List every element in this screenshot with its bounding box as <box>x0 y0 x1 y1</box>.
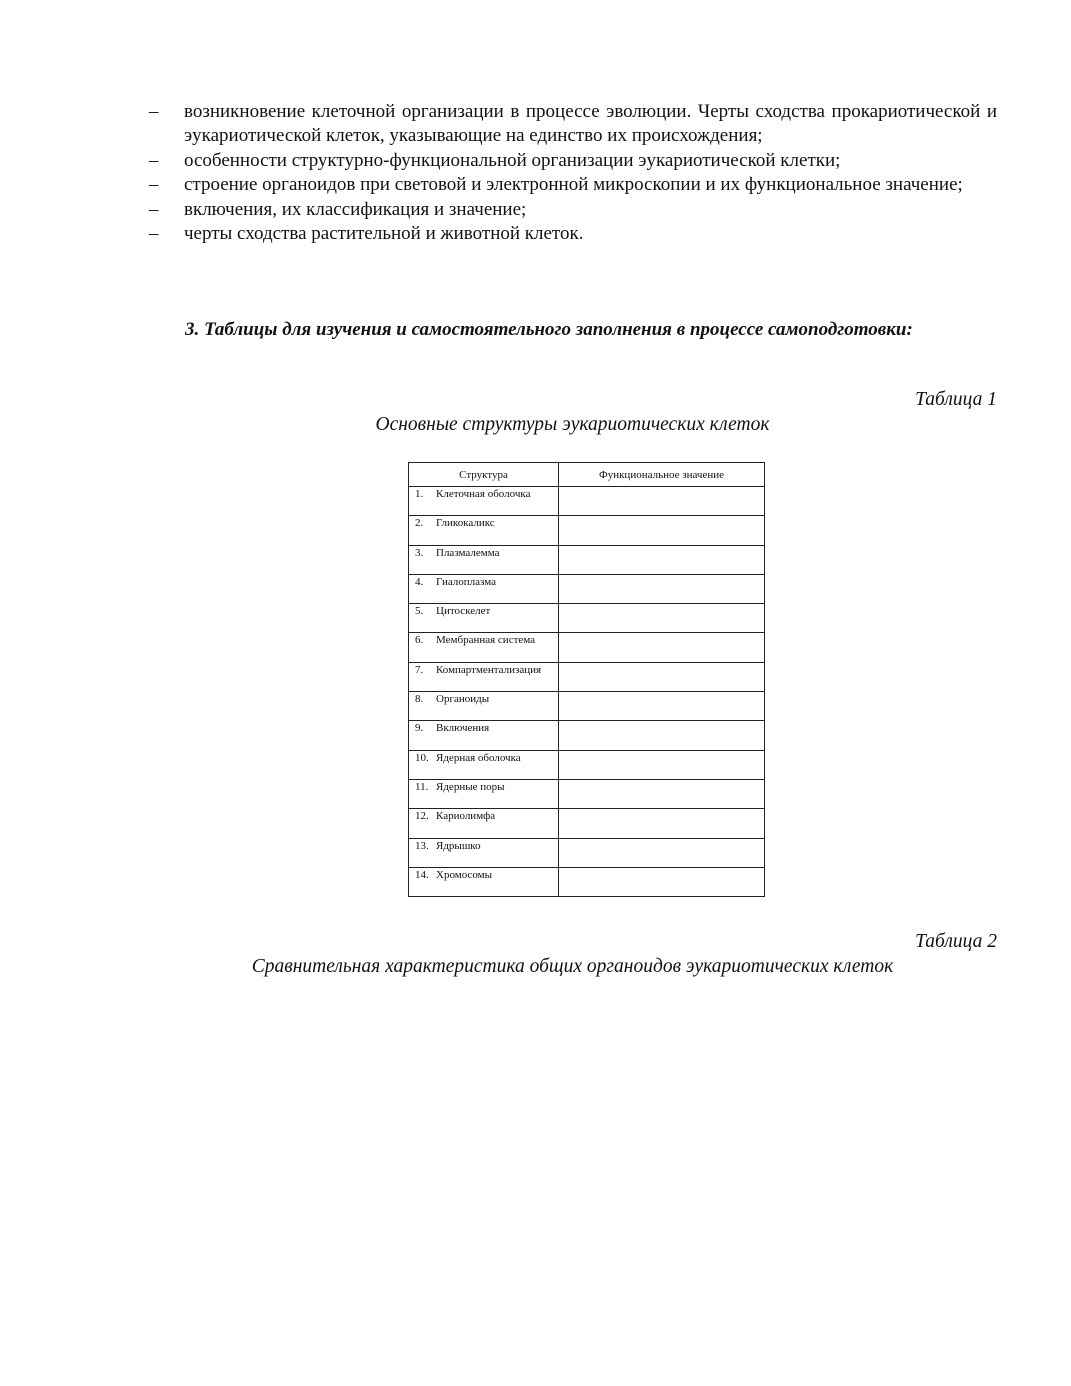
table-row <box>409 721 765 750</box>
function-cell[interactable] <box>559 487 765 516</box>
bullet-dash: – <box>149 149 159 171</box>
row-number: 7. <box>415 663 424 676</box>
structure-cell <box>409 633 559 662</box>
list-item-text: черты сходства растительной и животной клеток. <box>184 223 584 245</box>
row-number: 8. <box>415 693 424 706</box>
bullet-dash: – <box>149 101 159 122</box>
structure-name: Плазмалемма <box>436 546 500 559</box>
row-number: 2. <box>415 517 424 530</box>
function-cell[interactable] <box>559 662 765 691</box>
structure-name: Органоиды <box>436 693 490 706</box>
row-number: 9. <box>415 722 424 735</box>
function-cell[interactable] <box>559 604 765 633</box>
function-cell[interactable] <box>559 721 765 750</box>
function-cell[interactable] <box>559 750 765 779</box>
column-header-structure: Структура <box>409 463 559 487</box>
table1-label: Таблица 1 <box>915 389 997 410</box>
structure-cell <box>409 604 559 633</box>
column-header-function: Функциональное значение <box>559 463 765 487</box>
table-row <box>409 662 765 691</box>
list-item-text: возникновение клеточной организации в процессе эволюции. Черты сходства прокариотической и эукариотической клеток, указывающие на единство их происхождения; <box>184 101 997 147</box>
row-number: 11. <box>415 780 429 793</box>
function-cell[interactable] <box>559 516 765 545</box>
row-number: 6. <box>415 634 424 647</box>
topic-list <box>149 100 997 246</box>
list-item <box>149 222 997 246</box>
structure-cell <box>409 662 559 691</box>
structure-cell <box>409 809 559 838</box>
row-number: 12. <box>415 810 429 823</box>
list-item <box>149 198 997 222</box>
structure-name: Клеточная оболочка <box>436 488 531 500</box>
structure-name: Включения <box>436 722 490 735</box>
function-cell[interactable] <box>559 692 765 721</box>
table-row <box>409 779 765 808</box>
row-number: 3. <box>415 546 424 559</box>
table-row <box>409 487 765 516</box>
structure-name: Мембранная система <box>436 634 536 647</box>
list-item-text: строение органоидов при световой и электронной микроскопии и их функциональное значение; <box>184 174 963 196</box>
structure-name: Хромосомы <box>436 868 492 881</box>
table-row <box>409 838 765 867</box>
structure-cell <box>409 867 559 896</box>
structure-cell <box>409 692 559 721</box>
table-row <box>409 692 765 721</box>
structure-cell <box>409 721 559 750</box>
structure-cell <box>409 779 559 808</box>
function-cell[interactable] <box>559 545 765 574</box>
structure-cell <box>409 574 559 603</box>
table-row <box>409 516 765 545</box>
structure-name: Кариолимфа <box>436 810 496 823</box>
structure-name: Ядерная оболочка <box>436 751 521 764</box>
table-row <box>409 604 765 633</box>
structure-cell <box>409 838 559 867</box>
row-number: 1. <box>415 488 424 500</box>
structure-cell <box>409 750 559 779</box>
structure-name: Гиалоплазма <box>436 575 497 588</box>
table-row <box>409 574 765 603</box>
table-row <box>409 867 765 896</box>
structure-cell <box>409 516 559 545</box>
structure-name: Ядерные поры <box>436 780 505 793</box>
row-number: 14. <box>415 868 429 881</box>
section-heading: 3. Таблицы для изучения и самостоятельного заполнения в процессе самоподготовки: <box>185 319 913 340</box>
table-row <box>409 809 765 838</box>
list-item-text: особенности структурно-функциональной организации эукариотической клетки; <box>184 149 841 171</box>
row-number: 5. <box>415 605 424 618</box>
table-body <box>409 487 765 897</box>
row-number: 4. <box>415 575 424 588</box>
function-cell[interactable] <box>559 838 765 867</box>
table-row <box>409 545 765 574</box>
row-number: 10. <box>415 751 429 764</box>
function-cell[interactable] <box>559 574 765 603</box>
table2-label: Таблица 2 <box>915 931 997 952</box>
function-cell[interactable] <box>559 809 765 838</box>
table1-caption: Основные структуры эукариотических клеток <box>375 414 770 435</box>
bullet-dash: – <box>149 174 159 196</box>
bullet-dash: – <box>149 223 159 245</box>
list-item <box>149 149 997 173</box>
table2-caption: Сравнительная характеристика общих органоидов эукариотических клеток <box>251 956 894 977</box>
table-header-row <box>409 463 765 487</box>
table-row <box>409 633 765 662</box>
row-number: 13. <box>415 839 429 852</box>
structure-name: Цитоскелет <box>436 605 491 618</box>
table-row <box>409 750 765 779</box>
structures-table <box>408 462 765 897</box>
function-cell[interactable] <box>559 633 765 662</box>
structure-name: Компартментализация <box>436 663 542 676</box>
bullet-dash: – <box>149 198 159 220</box>
function-cell[interactable] <box>559 867 765 896</box>
list-item <box>149 100 997 149</box>
list-item <box>149 173 997 197</box>
structure-cell <box>409 487 559 516</box>
structure-name: Ядрышко <box>436 839 481 852</box>
structure-cell <box>409 545 559 574</box>
list-item-text: включения, их классификация и значение; <box>184 198 527 220</box>
structure-name: Гликокаликс <box>436 517 495 530</box>
function-cell[interactable] <box>559 779 765 808</box>
